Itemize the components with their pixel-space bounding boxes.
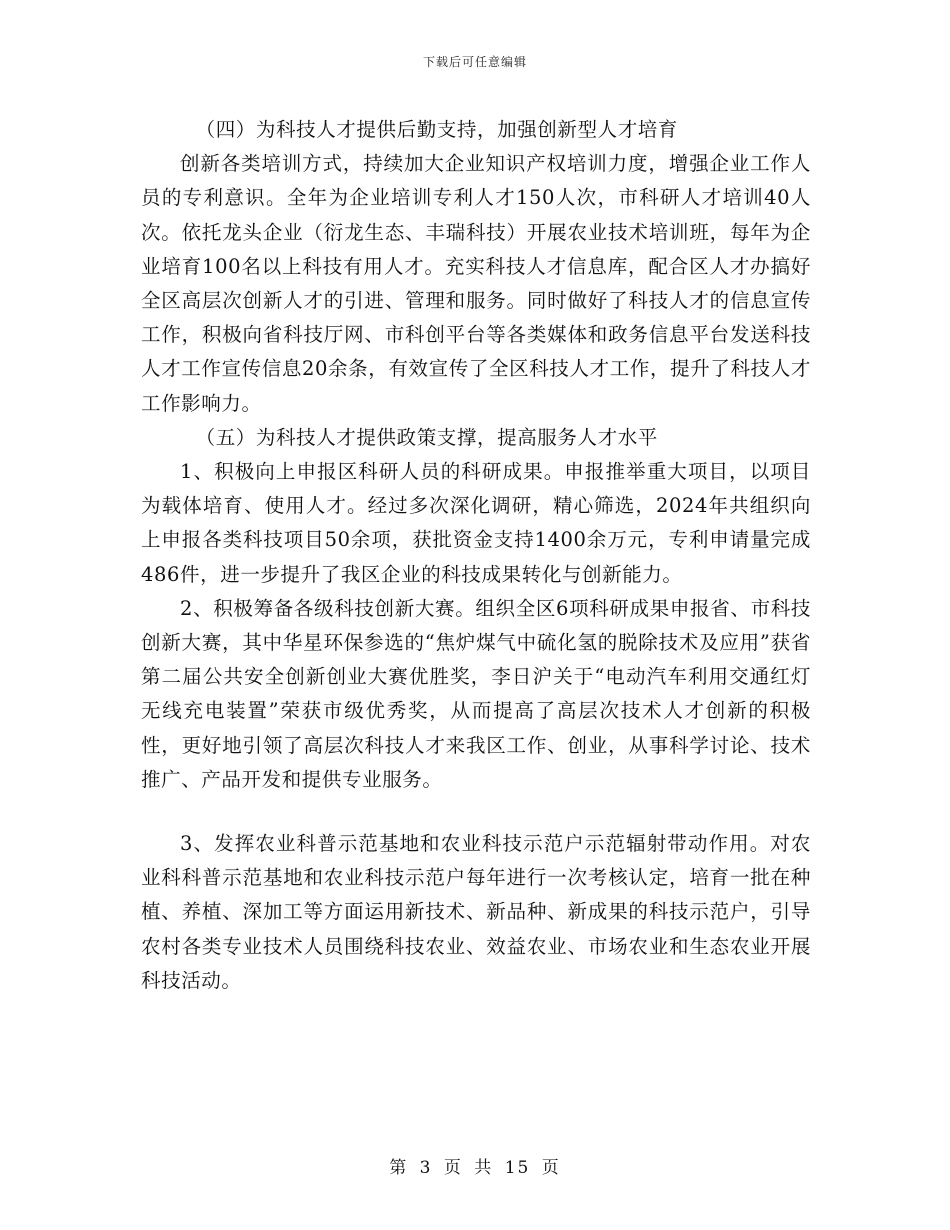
section-heading-5: （五）为科技人才提供政策支撑，提高服务人才水平 (195, 425, 658, 449)
paragraph-agri-demonstration: 3、发挥农业科普示范基地和农业科技示范户示范辐射带动作用。对农业科科普示范基地和农业科技示范户每年进行一次考核认定，培育一批在种植、养植、深加工等方面运用新技术、新品种、新成果的科技示范户，引导农村各类专业技术人员围绕科技农业、效益农业、市场农业和生态农业开展科技活动。 (141, 832, 811, 992)
page-number: 第 3 页 共 15 页 (389, 1158, 561, 1178)
section-heading-4: （四）为科技人才提供后勤支持，加强创新型人才培育 (195, 118, 678, 141)
paragraph-innovation-contest: 2、积极筹备各级科技创新大赛。组织全区6项科研成果申报省、市科技创新大赛，其中华星环保参选的“焦炉煤气中硫化氢的脱除技术及应用”获省第二届公共安全创新创业大赛优胜奖，李日沪关于“电动汽车利用交通红灯无线充电装置”荣获市级优秀奖，从而提高了高层次技术人才创新的积极性，更好地引领了高层次科技人才来我区工作、创业，从事科学讨论、技术推广、产品开发和提供专业服务。 (141, 596, 811, 791)
page-header: 下载后可任意编辑 (422, 55, 527, 69)
paragraph-research-results: 1、积极向上申报区科研人员的科研成果。申报推举重大项目，以项目为载体培育、使用人才。经过多次深化调研，精心筛选，2024年共组织向上申报各类科技项目50余项，获批资金支持1400余万元，专利申请量完成486件，进一步提升了我区企业的科技成果转化与创新能力。 (141, 460, 811, 586)
paragraph-talent-training: 创新各类培训方式，持续加大企业知识产权培训力度，增强企业工作人员的专利意识。全年为企业培训专利人才150人次，市科研人才培训40人次。依托龙头企业（衍龙生态、丰瑞科技）开展农业技术培训班，每年为企业培育100名以上科技有用人才。充实科技人才信息库，配合区人才办搞好全区高层次创新人才的引进、管理和服务。同时做好了科技人才的信息宣传工作，积极向省科技厅网、市科创平台等各类媒体和政务信息平台发送科技人才工作宣传信息20余条，有效宣传了全区科技人才工作，提升了科技人才工作影响力。 (141, 152, 811, 415)
document-body (141, 113, 811, 998)
